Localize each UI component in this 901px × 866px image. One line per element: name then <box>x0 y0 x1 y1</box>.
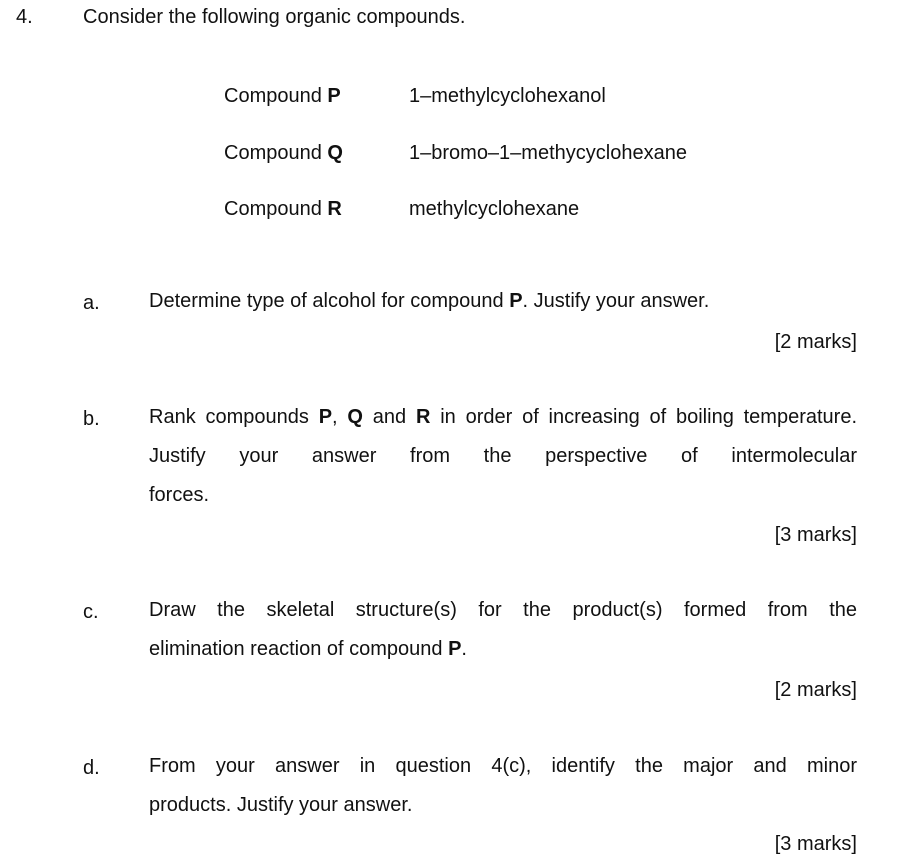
part-c-label: c. <box>83 601 99 623</box>
compound-p-name: 1–methylcyclohexanol <box>409 85 606 107</box>
part-b-text: Rank compounds P, Q and R in order of increasing of boiling temperature. Justify your answer from the perspective of intermolecular forces. <box>149 406 858 506</box>
part-d-label: d. <box>83 757 100 779</box>
part-c-text: Draw the skeletal structure(s) for the product(s) formed from the elimination reaction of compound P. <box>149 599 857 660</box>
part-a-marks: [2 marks] <box>774 331 857 353</box>
part-a-label: a. <box>83 292 100 314</box>
part-d-text: From your answer in question 4(c), identify the major and minor products. Justify your answer. <box>149 755 857 816</box>
part-b-marks: [3 marks] <box>774 524 857 546</box>
part-a-text: Determine type of alcohol for compound P. Justify your answer. <box>149 290 710 312</box>
compound-p-label: Compound P <box>224 85 341 107</box>
part-b-label: b. <box>83 408 100 430</box>
question-number: 4. <box>16 6 33 28</box>
part-d-marks: [3 marks] <box>774 833 857 855</box>
compound-r-name: methylcyclohexane <box>409 198 580 220</box>
part-c-marks: [2 marks] <box>774 679 857 701</box>
compound-q-name: 1–bromo–1–methycyclohexane <box>409 142 687 164</box>
question-intro: Consider the following organic compounds. <box>83 6 466 28</box>
compound-q-label: Compound Q <box>224 142 343 164</box>
compound-r-label: Compound R <box>224 198 342 220</box>
